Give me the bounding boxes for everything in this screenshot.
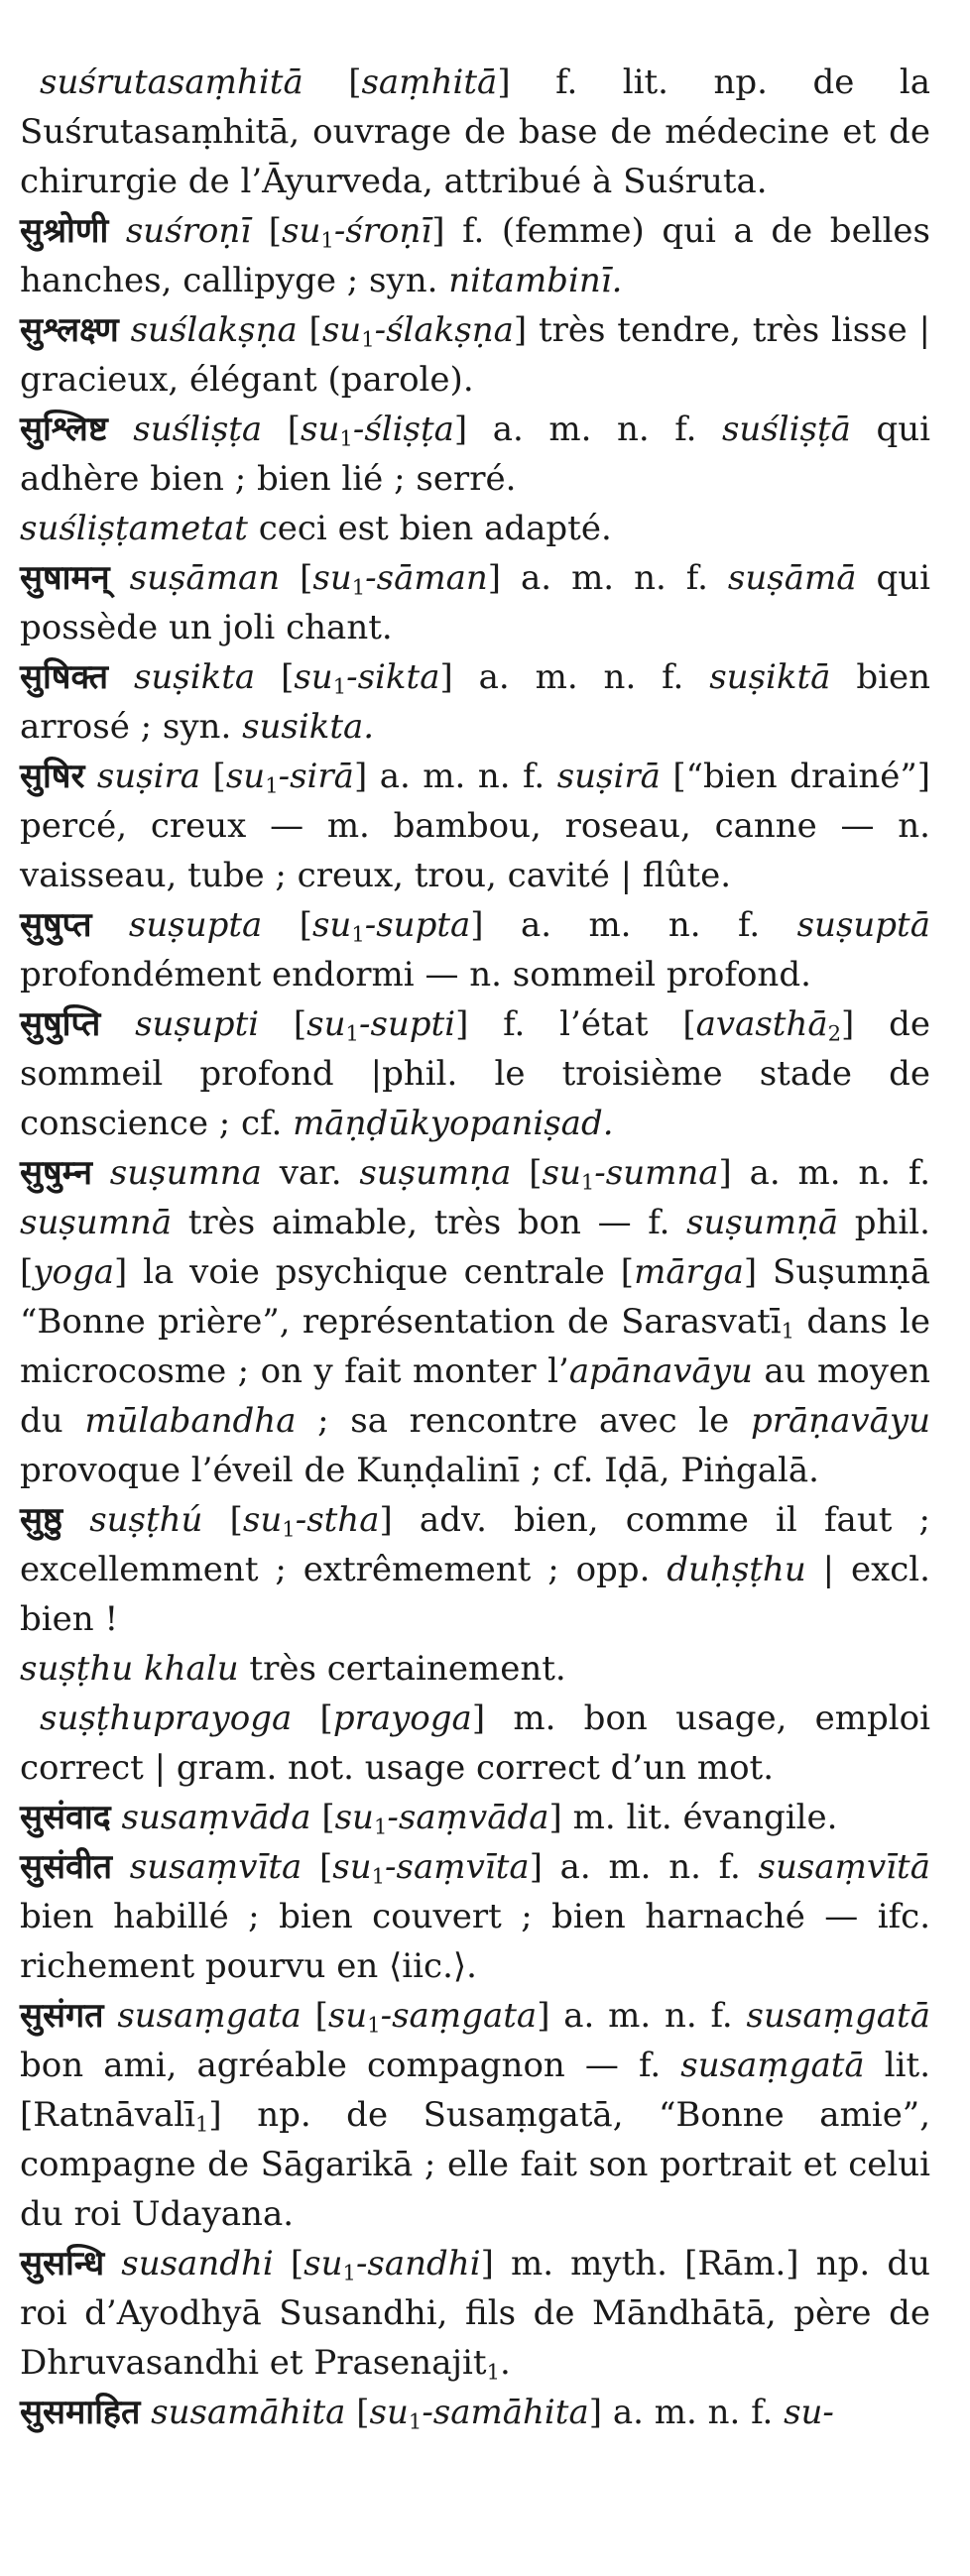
- entry-susamahita: [20, 2388, 930, 2437]
- homonym-index: 1: [320, 227, 334, 253]
- entry-term-italic: su: [334, 1798, 374, 1837]
- entry-term-italic: suṣṭhu khalu: [20, 1649, 239, 1689]
- entry-term-italic: su-: [784, 2393, 834, 2432]
- entry-term-italic: su: [301, 410, 340, 449]
- entry-term-italic: suṣuptā: [796, 905, 930, 945]
- entry-term-italic: suślakṣṇa: [130, 310, 298, 350]
- entry-term-italic: -supta: [364, 905, 471, 945]
- definition-text: [: [259, 1004, 307, 1044]
- homonym-index: 1: [580, 1169, 595, 1195]
- definition-text: ] a. m. n. f.: [453, 410, 722, 449]
- entry-term-italic: -sandhi: [355, 2244, 481, 2283]
- definition-text: qui possède un joli chant.: [20, 558, 931, 647]
- devanagari-headword: सुसंगत: [20, 1996, 104, 2036]
- definition-text: [108, 410, 134, 449]
- definition-text: [: [303, 62, 362, 102]
- definition-text: | excl. bien !: [20, 1550, 930, 1639]
- devanagari-headword: सुश्रोणी: [20, 211, 109, 251]
- definition-text: [92, 905, 129, 945]
- entry-term-italic: prayoga: [332, 1698, 472, 1738]
- entry-term-italic: -saṃvīta: [385, 1847, 530, 1887]
- entry-term-italic: su: [327, 1996, 368, 2036]
- entry-term-italic: suṣumnā: [20, 1203, 173, 1242]
- entry-susupti: [20, 999, 930, 1148]
- entry-term-italic: suṣāman: [129, 558, 281, 598]
- entry-term-italic: -ślakṣṇa: [374, 310, 514, 350]
- entry-term-italic: saṃhitā: [361, 62, 498, 102]
- definition-text: [119, 310, 131, 350]
- definition-text: ] a. m. n. f.: [470, 905, 797, 945]
- entry-term-italic: su: [369, 2393, 409, 2432]
- definition-text: [112, 1847, 130, 1887]
- entry-term-italic: suṣumṇā: [686, 1203, 839, 1242]
- entry-term-italic: susaṃgatā: [746, 1996, 930, 2036]
- homonym-index: 1: [361, 326, 375, 352]
- entry-susamvita: [20, 1842, 930, 1991]
- devanagari-headword: सुसंवीत: [20, 1847, 113, 1887]
- entry-term-italic: suṣumṇa: [359, 1153, 512, 1193]
- definition-text: [140, 2393, 151, 2432]
- definition-text: [108, 211, 126, 251]
- entry-term-italic: -saṃgata: [380, 1996, 538, 2036]
- entry-susumna: [20, 1148, 930, 1495]
- definition-text: dans le microcosme ; on y fait monter l’: [20, 1302, 930, 1391]
- definition-text: [: [297, 310, 322, 350]
- entry-term-italic: susaṃgatā: [680, 2046, 865, 2085]
- definition-text: ] m. myth. [Rām.] np. du roi d’Ayodhyā Susandhi, fils de Māndhātā, père de Dhruvasandhi et Prasenajit: [20, 2244, 930, 2383]
- entry-term-italic: yoga: [33, 1252, 114, 1292]
- entry-term-italic: su: [321, 310, 362, 350]
- homonym-index: 1: [282, 1516, 296, 1542]
- entry-term-italic: suśliṣṭa: [133, 410, 263, 449]
- definition-text: ] Suṣumṇā “Bonne prière”, représentation de Sarasvatī: [20, 1252, 930, 1342]
- entry-term-italic: -saṃvāda: [387, 1798, 549, 1837]
- homonym-index: 1: [486, 2359, 500, 2385]
- entry-term-italic: susaṃgata: [117, 1996, 302, 2036]
- homonym-index: 1: [339, 425, 353, 451]
- definition-text: ] a. m. n. f.: [439, 657, 710, 697]
- entry-term-italic: -śliṣṭa: [352, 410, 454, 449]
- definition-text: [: [310, 1798, 335, 1837]
- definition-text: [: [255, 657, 295, 697]
- definition-text: [“bien drainé”] percé, creux — m. bambou, roseau, canne — n. vaisseau, tube ; creux, trou, cavité | flûte.: [20, 757, 931, 895]
- entry-term-italic: susaṃvāda: [121, 1798, 311, 1837]
- entry-term-italic: suṣāmā: [727, 558, 857, 598]
- entry-term-italic: suṣirā: [556, 757, 661, 796]
- entry-term-italic: -sikta: [346, 657, 440, 697]
- definition-text: très aimable, très bon — f.: [172, 1203, 687, 1242]
- definition-text: qui adhère bien ; bien lié ; serré.: [20, 410, 930, 499]
- definition-text: var.: [261, 1153, 360, 1193]
- definition-text: ] m. lit. évangile.: [548, 1798, 838, 1837]
- entry-term-italic: suśliṣṭā: [721, 410, 851, 449]
- entry-term-italic: suṣiktā: [709, 657, 831, 697]
- entry-term-italic: susaṃvītā: [758, 1847, 930, 1887]
- entry-term-italic: suṣṭhuprayoga: [40, 1698, 293, 1738]
- definition-text: très certainement.: [238, 1649, 566, 1689]
- entry-term-italic: su: [294, 657, 333, 697]
- entry-term-italic: su: [225, 757, 266, 796]
- definition-text: [: [292, 1698, 333, 1738]
- homonym-index: 1: [351, 921, 365, 947]
- entry-term-italic: -stha: [295, 1500, 380, 1540]
- homonym-index: 1: [781, 1318, 795, 1344]
- definition-text: provoque l’éveil de Kuṇḍalinī ; cf. Iḍā, Piṅgalā.: [20, 1451, 819, 1490]
- devanagari-headword: सुश्लिष्ट: [20, 410, 108, 449]
- entry-term-italic: suṣira: [96, 757, 201, 796]
- entry-term-italic: mūlabandha: [84, 1401, 297, 1441]
- entry-term-italic: apānavāyu: [568, 1351, 753, 1391]
- entry-term-italic: su: [311, 905, 352, 945]
- devanagari-headword: सुश्लक्ष्ण: [20, 310, 119, 350]
- homonym-index: 1: [332, 673, 347, 699]
- definition-text: bien arrosé ; syn.: [20, 657, 931, 747]
- entry-susira: [20, 752, 930, 900]
- definition-text: ] très tendre, très lisse | gracieux, élégant (parole).: [20, 310, 931, 400]
- definition-text: ] m. bon usage, emploi correct | gram. not. usage correct d’un mot.: [20, 1698, 931, 1788]
- definition-text: [111, 1798, 122, 1837]
- entry-suslaksna: [20, 305, 930, 405]
- homonym-index: 1: [342, 2260, 356, 2285]
- entry-susupta: [20, 900, 930, 999]
- definition-text: ] a. m. n. f.: [537, 1996, 747, 2036]
- definition-text: [: [202, 1500, 243, 1540]
- definition-text: .: [499, 2343, 511, 2383]
- devanagari-headword: सुसंवाद: [20, 1798, 111, 1837]
- entry-sustu: [20, 1495, 930, 1644]
- entry-suslistametat: [20, 504, 930, 553]
- definition-text: ] a. m. n. f.: [718, 1153, 931, 1193]
- entry-term-italic: -sumna: [594, 1153, 719, 1193]
- entry-term-italic: susaṃvīta: [129, 1847, 303, 1887]
- entry-term-italic: -supti: [358, 1004, 456, 1044]
- definition-text: [: [302, 1847, 333, 1887]
- devanagari-headword: सुषामन्: [20, 558, 110, 598]
- homonym-index: 1: [351, 574, 366, 600]
- definition-text: [62, 1500, 89, 1540]
- entry-susikta: [20, 652, 930, 752]
- definition-text: ] f. l’état [: [455, 1004, 696, 1044]
- definition-text: [100, 1004, 135, 1044]
- definition-text: ] a. m. n. f.: [353, 757, 557, 796]
- entry-term-italic: suśrutasaṃhitā: [40, 62, 303, 102]
- devanagari-headword: सुष्ठु: [20, 1500, 63, 1540]
- definition-text: [: [511, 1153, 543, 1193]
- entry-susandhi: [20, 2239, 930, 2388]
- entry-term-italic: duḥṣṭhu: [667, 1550, 806, 1589]
- definition-text: ; sa rencontre avec le: [296, 1401, 751, 1441]
- definition-text: [: [251, 211, 283, 251]
- definition-text: ] a. m. n. f.: [588, 2393, 785, 2432]
- entry-susamgata: [20, 1991, 930, 2239]
- entry-susroni: [20, 206, 930, 305]
- definition-text: [: [345, 2393, 370, 2432]
- entry-term-italic: susamāhita: [151, 2393, 346, 2432]
- devanagari-headword: सुषुप्त: [20, 905, 92, 945]
- entry-term-italic: suṣṭhú: [89, 1500, 203, 1540]
- definition-text: bon ami, agréable compagnon — f.: [20, 2046, 681, 2085]
- entry-term-italic: su: [303, 2244, 343, 2283]
- entry-susthukhalu: [20, 1644, 930, 1694]
- entry-term-italic: suṣupta: [128, 905, 263, 945]
- definition-text: ] a. m. n. f.: [487, 558, 728, 598]
- definition-text: bien habillé ; bien couvert ; bien harnaché — ifc. richement pourvu en ⟨iic.⟩.: [20, 1897, 930, 1986]
- devanagari-headword: सुषुप्ति: [20, 1004, 101, 1044]
- entry-suslista: [20, 405, 930, 504]
- definition-text: [104, 1996, 118, 2036]
- definition-text: ] f. lit. np. de la Suśrutasaṃhitā, ouvrage de base de médecine et de chirurgie de l’Āyurveda, attribué à Suśruta.: [20, 62, 930, 201]
- entry-term-italic: -śroṇī: [333, 211, 432, 251]
- homonym-index: 1: [371, 1863, 386, 1889]
- definition-text: [: [301, 1996, 328, 2036]
- devanagari-headword: सुसमाहित: [20, 2393, 141, 2432]
- entry-term-italic: suṣupti: [135, 1004, 260, 1044]
- entry-term-italic: nitambinī.: [448, 261, 623, 300]
- entry-term-italic: su: [332, 1847, 372, 1887]
- definition-text: ] f. (femme) qui a de belles hanches, callipyge ; syn.: [20, 211, 931, 300]
- definition-text: ] a. m. n. f.: [529, 1847, 759, 1887]
- homonym-index: 1: [265, 772, 279, 798]
- entry-term-italic: māṇḍūkyopaniṣad.: [293, 1104, 614, 1143]
- definition-text: [108, 657, 134, 697]
- definition-text: ] adv. bien, comme il faut ; excellemment ; extrêmement ; opp.: [20, 1500, 931, 1589]
- entry-susrutasamhita: [20, 58, 930, 206]
- definition-text: [104, 2244, 121, 2283]
- entry-term-italic: susandhi: [121, 2244, 274, 2283]
- entry-term-italic: su: [312, 558, 352, 598]
- entry-term-italic: avasthā: [695, 1004, 828, 1044]
- entry-term-italic: mārga: [634, 1252, 744, 1292]
- devanagari-headword: सुषुम्न: [20, 1153, 92, 1193]
- devanagari-headword: सुषिर: [20, 757, 85, 796]
- homonym-index: 1: [345, 1020, 359, 1046]
- devanagari-headword: सुषिक्त: [20, 657, 109, 697]
- entry-term-italic: suṣikta: [133, 657, 256, 697]
- entry-term-italic: prāṇavāyu: [750, 1401, 930, 1441]
- entry-term-italic: suśliṣṭametat: [20, 509, 248, 548]
- entry-term-italic: -sāman: [365, 558, 488, 598]
- definition-text: lit. [Ratnāvalī: [20, 2046, 931, 2135]
- entry-susaman: [20, 553, 930, 652]
- definition-text: profondément endormi — n. sommeil profond.: [20, 955, 811, 995]
- homonym-index: 1: [194, 2111, 209, 2137]
- definition-text: [92, 1153, 110, 1193]
- entry-susamvada: [20, 1793, 930, 1842]
- entry-term-italic: -samāhita: [422, 2393, 589, 2432]
- definition-text: [84, 757, 97, 796]
- definition-text: [: [200, 757, 226, 796]
- definition-text: ] np. de Susaṃgatā, “Bonne amie”, compagne de Sāgarikā ; elle fait son portrait et celui du roi Udayana.: [20, 2095, 930, 2234]
- entry-susthuprayoga: [20, 1694, 930, 1793]
- entry-term-italic: su: [242, 1500, 283, 1540]
- definition-text: [: [262, 410, 302, 449]
- definition-text: [: [280, 558, 313, 598]
- definition-text: [110, 558, 130, 598]
- entry-term-italic: su: [282, 211, 321, 251]
- homonym-index: 1: [367, 2012, 381, 2038]
- homonym-index: 1: [408, 2408, 423, 2434]
- definition-text: au moyen du: [20, 1351, 930, 1441]
- homonym-index: 1: [373, 1814, 388, 1839]
- entry-term-italic: susikta.: [242, 707, 375, 747]
- entry-term-italic: suśroṇī: [125, 211, 252, 251]
- entry-term-italic: su: [542, 1153, 581, 1193]
- homonym-index: 2: [827, 1020, 842, 1046]
- definition-text: ] de sommeil profond |phil. le troisième stade de conscience ; cf.: [20, 1004, 930, 1143]
- entry-term-italic: suṣumna: [109, 1153, 262, 1193]
- definition-text: ceci est bien adapté.: [247, 509, 612, 548]
- devanagari-headword: सुसन्धि: [20, 2244, 105, 2283]
- entry-term-italic: su: [306, 1004, 346, 1044]
- definition-text: phil. [: [20, 1203, 930, 1292]
- definition-text: [: [262, 905, 312, 945]
- entry-term-italic: -sirā: [278, 757, 354, 796]
- definition-text: [: [273, 2244, 304, 2283]
- definition-text: ] la voie psychique centrale [: [113, 1252, 635, 1292]
